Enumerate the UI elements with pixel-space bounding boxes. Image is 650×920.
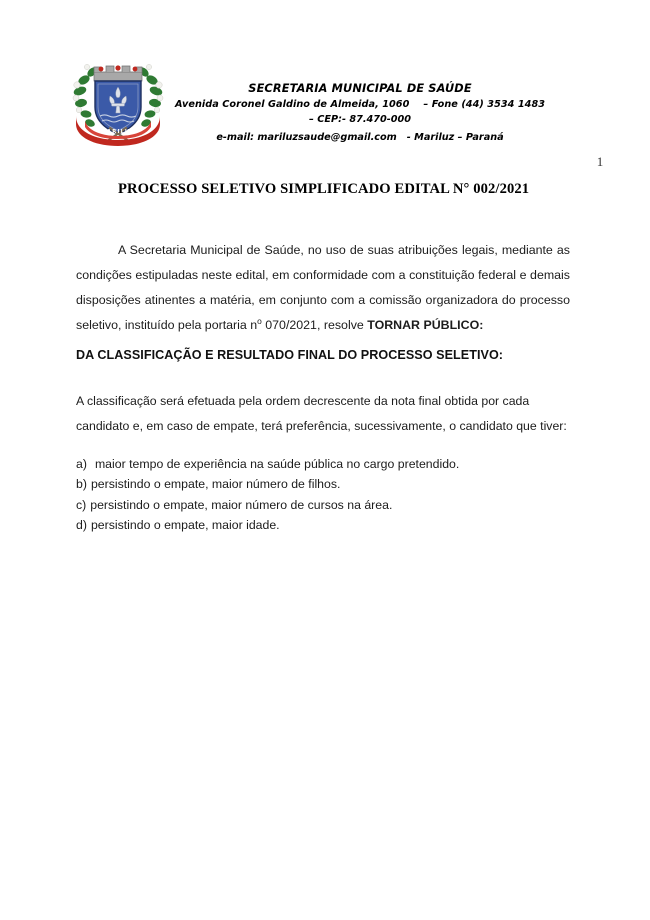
list-item-text: persistindo o empate, maior idade. — [90, 517, 280, 532]
document-body — [76, 238, 570, 338]
list-item-marker: c) — [76, 497, 87, 512]
page-number: 1 — [596, 154, 604, 169]
list-item — [76, 495, 576, 515]
intro-paragraph — [76, 238, 570, 338]
classification-paragraph: A classificação será efetuada pela ordem decrescente da nota final obtida por cada candidato e, em caso de empate, terá preferência, sucessivamente, o candidato que tiver: — [76, 394, 567, 433]
postal-code-line: – CEP:- 87.470-000 — [309, 114, 411, 125]
list-item-marker: a) — [76, 457, 87, 471]
list-item-marker: d) — [76, 517, 87, 532]
list-item-marker: b) — [76, 477, 87, 492]
ribbon-text: MARILUZ — [100, 129, 136, 135]
address-text: Avenida Coronel Galdino de Almeida, 1060 — [174, 98, 410, 110]
list-item — [76, 474, 576, 494]
phone-text: – Fone (44) 3534 1483 — [423, 98, 546, 110]
header-contact-block — [150, 81, 570, 145]
organization-name: SECRETARIA MUNICIPAL DE SAÚDE — [248, 82, 472, 95]
list-item — [76, 515, 576, 535]
email-text: e-mail: mariluzsaude@gmail.com — [216, 131, 397, 143]
page-title: PROCESSO SELETIVO SIMPLIFICADO EDITAL N° 002/2021 — [118, 181, 530, 197]
tornar-publico-emphasis: TORNAR PÚBLICO: — [367, 318, 484, 332]
email-and-city-line — [150, 130, 570, 146]
list-item-text: persistindo o empate, maior número de cursos na área. — [90, 497, 393, 512]
intro-text-part2: 070/2021, resolve — [261, 318, 368, 332]
list-item — [76, 454, 576, 474]
city-state-text: - Mariluz – Paraná — [406, 131, 504, 143]
intro-text-part1: A Secretaria Municipal de Saúde, no uso de suas atribuições legais, mediante as condições estipuladas neste edital, em conformidade com a constituição federal e demais disposições atinentes a matéria, em conjunto com a comissão organizadora do processo seletivo, instituído pela portaria n — [76, 243, 570, 332]
mural-crown — [94, 65, 142, 81]
document-header — [0, 55, 650, 150]
address-and-phone-line — [150, 97, 570, 113]
ordinal-indicator: o — [257, 315, 262, 326]
section-heading-classificacao: DA CLASSIFICAÇÃO E RESULTADO FINAL DO PROCESSO SELETIVO: — [76, 348, 504, 362]
list-item-text: maior tempo de experiência na saúde pública no cargo pretendido. — [94, 457, 460, 471]
tiebreak-criteria-list — [76, 454, 576, 535]
list-item-text: persistindo o empate, maior número de filhos. — [90, 477, 341, 492]
